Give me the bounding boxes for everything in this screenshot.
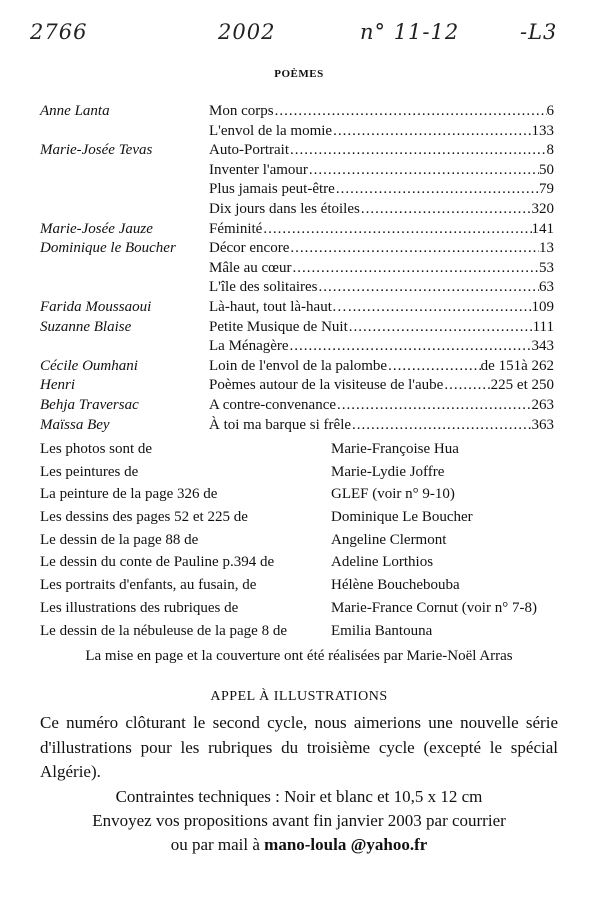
credit-label: Les photos sont de: [40, 441, 153, 457]
credit-label: Les dessins des pages 52 et 225 de: [40, 509, 248, 526]
toc-title: Loin de l'envol de la palombe: [209, 357, 388, 374]
dot-leader: [360, 201, 532, 218]
toc-title: L'envol de la momie: [209, 122, 333, 139]
toc-author: Henri: [40, 377, 75, 394]
toc-row: [0, 279, 598, 299]
credit-name: Marie-France Cornut (voir n° 7-8): [331, 599, 537, 616]
toc-title: A contre-convenance: [209, 396, 337, 413]
toc-title: Décor encore: [209, 240, 290, 257]
credit-row: [0, 441, 598, 464]
send-line: Envoyez vos propositions avant fin janvier 2003 par courrier: [92, 811, 506, 830]
credit-name: Hélène Bouchebouba: [331, 577, 460, 594]
toc-title: Mon corps: [209, 103, 274, 119]
toc-title: Dix jours dans les étoiles: [209, 200, 360, 217]
toc-entry: [209, 201, 554, 218]
toc-title: La Ménagère: [209, 338, 289, 355]
dot-leader: [289, 240, 539, 257]
toc-title: Inventer l'amour: [209, 161, 308, 178]
credit-label: Les illustrations des rubriques de: [40, 599, 239, 616]
toc-page: 8: [546, 142, 554, 159]
constraints-line: Contraintes techniques : Noir et blanc et 10,5 x 12 cm: [115, 787, 483, 806]
toc-page: 79: [539, 181, 554, 198]
credit-label: Les peintures de: [40, 463, 139, 480]
toc-page: 63: [539, 279, 554, 296]
dot-leader: [318, 279, 539, 296]
toc-row: [0, 123, 598, 143]
toc-entry: [209, 299, 554, 316]
toc-author: Maïssa Bey: [40, 416, 110, 433]
toc-entry: [209, 260, 554, 277]
dot-leader: [351, 417, 531, 434]
layout-credit: La mise en page et la couverture ont été réalisées par Marie-Noël Arras: [85, 648, 513, 664]
toc-entry: [209, 397, 554, 414]
toc-page: 109: [531, 298, 554, 315]
handwritten-note-2: 2002: [218, 20, 276, 44]
toc-title: Féminité: [209, 220, 263, 237]
dot-leader: [289, 338, 532, 355]
credit-label: La peinture de la page 326 de: [40, 486, 218, 503]
credit-name: Adeline Lorthios: [331, 554, 434, 571]
toc-page: 141: [531, 220, 554, 237]
toc-author: Suzanne Blaise: [40, 318, 132, 335]
credit-label: Le dessin de la page 88 de: [40, 531, 199, 548]
toc-entry: [209, 377, 554, 394]
credit-row: [0, 577, 598, 600]
toc-page: 320: [531, 200, 554, 217]
toc-page: 133: [531, 122, 554, 139]
credit-row: [0, 532, 598, 555]
toc-row: [0, 417, 598, 437]
toc-title: Plus jamais peut-être: [209, 181, 335, 198]
toc-entry: [209, 417, 554, 434]
mail-prefix: ou par mail à: [170, 835, 260, 854]
toc-title: Auto-Portrait: [209, 142, 289, 159]
toc-page: 53: [539, 259, 554, 276]
dot-leader: [335, 181, 539, 198]
toc-entry: [209, 103, 554, 120]
dot-leader: [348, 319, 533, 336]
handwritten-note-1: 2766: [30, 20, 88, 44]
toc-row: [0, 162, 598, 182]
toc-page: 263: [531, 396, 554, 413]
toc-author: Cécile Oumhani: [40, 357, 138, 374]
toc-entry: [209, 181, 554, 198]
credit-label: Le dessin du conte de Pauline p.394 de: [40, 554, 275, 571]
dot-leader: [347, 299, 532, 316]
credit-name: Dominique Le Boucher: [331, 509, 473, 526]
credit-row: [0, 600, 598, 623]
toc-page: 6: [546, 103, 554, 119]
toc-page: 50: [539, 161, 554, 178]
toc-page: 111: [532, 318, 554, 335]
toc-entry: [209, 358, 554, 375]
toc-row: [0, 358, 598, 378]
dot-leader: [291, 260, 539, 277]
dot-leader: [443, 377, 490, 394]
toc-page: 225 et 250: [490, 377, 554, 394]
toc-author: Behja Traversac: [40, 396, 139, 413]
toc-entry: [209, 162, 554, 179]
dot-leader: [332, 123, 531, 140]
appel-heading: APPEL À ILLUSTRATIONS: [210, 689, 388, 704]
credit-row: [0, 486, 598, 509]
toc-title: À toi ma barque si frêle: [209, 416, 352, 433]
credit-row: [0, 623, 598, 646]
toc-page: de 151à 262: [480, 357, 554, 374]
credit-name: Marie-Lydie Joffre: [331, 463, 445, 480]
credit-name: Marie-Françoise Hua: [331, 441, 459, 457]
toc-row: [0, 240, 598, 260]
credit-row: [0, 464, 598, 487]
credit-row: [0, 509, 598, 532]
toc-row: [0, 181, 598, 201]
handwritten-note-3: n° 11-12: [360, 20, 460, 44]
toc-row: [0, 103, 598, 123]
toc-entry: [209, 338, 554, 355]
credit-name: Angeline Clermont: [331, 531, 447, 548]
toc-row: [0, 338, 598, 358]
toc-author: Marie-Josée Tevas: [40, 142, 153, 159]
toc-row: [0, 319, 598, 339]
credit-row: [0, 554, 598, 577]
dot-leader: [336, 397, 531, 414]
credit-label: Les portraits d'enfants, au fusain, de: [40, 577, 257, 594]
credit-label: Le dessin de la nébuleuse de la page 8 de: [40, 622, 287, 639]
toc-page: 13: [539, 240, 554, 257]
toc-page: 363: [531, 416, 554, 433]
toc-author: Farida Moussaoui: [40, 298, 152, 315]
toc-title: Poèmes autour de la visiteuse de l'aube: [209, 377, 444, 394]
toc-title: Mâle au cœur: [209, 259, 292, 276]
credit-name: GLEF (voir n° 9-10): [331, 486, 455, 503]
handwritten-note-4: -L3: [520, 20, 558, 44]
toc-author: Marie-Josée Jauze: [40, 220, 153, 237]
appel-paragraph: Ce numéro clôturant le second cycle, nous aimerions une nouvelle série d'illustrations pour les rubriques du troisième cycle (excepté le spécial Algérie).: [40, 713, 558, 781]
toc-author: Anne Lanta: [40, 103, 110, 119]
toc-author: Dominique le Boucher: [40, 240, 176, 257]
toc-row: [0, 377, 598, 397]
toc-row: [0, 221, 598, 241]
toc-row: [0, 299, 598, 319]
dot-leader: [308, 162, 539, 179]
toc-title: Là-haut, tout là-haut…: [209, 298, 347, 315]
mail-line: [0, 835, 598, 855]
toc-entry: [209, 142, 554, 159]
toc-entry: [209, 123, 554, 140]
email-address[interactable]: mano-loula @yahoo.fr: [264, 835, 428, 854]
table-of-contents: [0, 103, 598, 436]
toc-page: 343: [531, 338, 554, 355]
credit-name: Emilia Bantouna: [331, 622, 433, 639]
toc-title: L'île des solitaires: [209, 279, 318, 296]
toc-row: [0, 397, 598, 417]
dot-leader: [274, 103, 547, 120]
illustration-credits: [0, 441, 598, 645]
toc-entry: [209, 319, 554, 336]
toc-entry: [209, 240, 554, 257]
dot-leader: [262, 221, 531, 238]
toc-row: [0, 201, 598, 221]
toc-entry: [209, 279, 554, 296]
section-title: POÈMES: [274, 68, 324, 80]
toc-title: Petite Musique de Nuit: [209, 318, 348, 335]
toc-row: [0, 260, 598, 280]
dot-leader: [387, 358, 481, 375]
toc-entry: [209, 221, 554, 238]
dot-leader: [289, 142, 547, 159]
toc-row: [0, 142, 598, 162]
